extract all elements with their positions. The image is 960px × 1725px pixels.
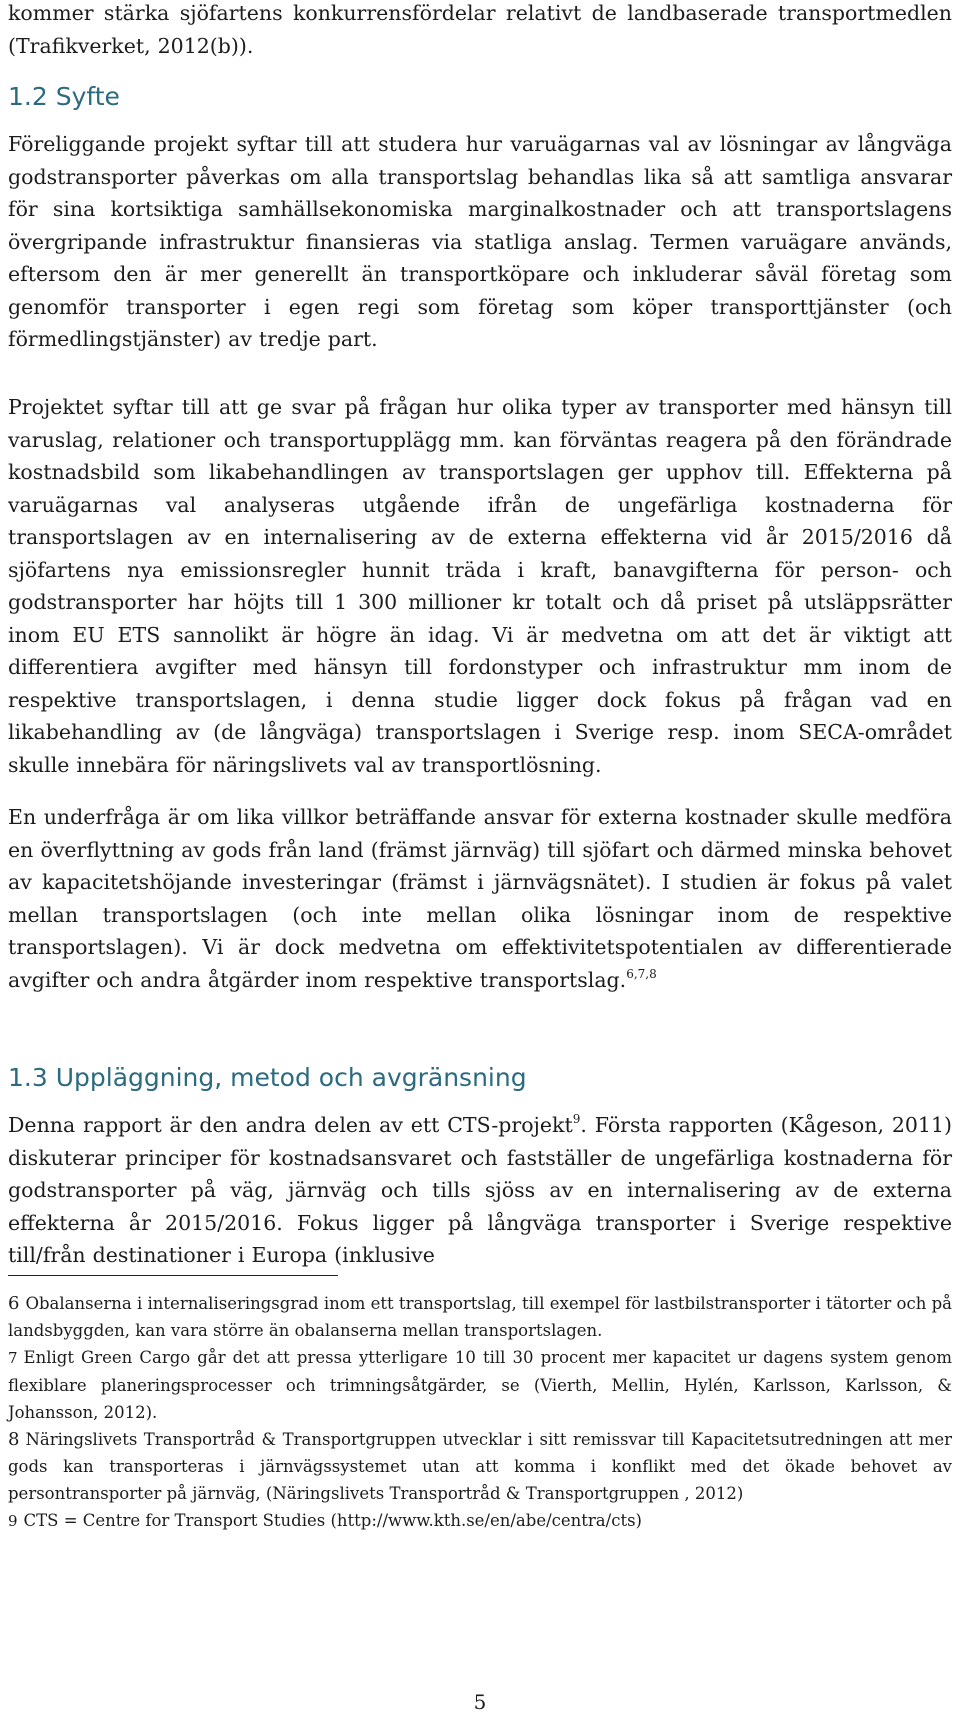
- footnote-number: 8: [8, 1429, 20, 1450]
- paragraph-text: . Första rapporten (Kågeson, 2011) diskuterar principer för kostnadsansvaret och fastställer de ungefärliga kostnaderna för godstransporter på väg, järnväg och tills sjöss av en internalisering av de externa effekterna år 2015/2016. Fokus ligger på långväga transporter i Sverige respektive till/från destinationer i Europa (inklusive: [8, 1113, 953, 1267]
- intro-paragraph: [8, 0, 952, 62]
- paragraph-text: En underfråga är om lika villkor beträffande ansvar för externa kostnader skulle medföra en överflyttning av gods från land (främst järnväg) till sjöfart och därmed minska behovet av kapacitetshöjande investeringar (främst i järnvägsnätet). I studien är fokus på valet mellan transportslagen (och inte mellan olika lösningar inom de respektive transportslagen). Vi är dock medvetna om effektivitetspotentialen av differentierade avgifter och andra åtgärder inom respektive transportslag.: [8, 805, 952, 992]
- footnote-number: 7: [8, 1349, 18, 1367]
- syfte-paragraph-1: [8, 128, 952, 356]
- upplaggning-paragraph-1: [8, 1109, 952, 1272]
- paragraph-with-footnote-ref: [8, 1109, 952, 1272]
- paragraph-text: Projektet syftar till att ge svar på frågan hur olika typer av transporter med hänsyn till varuslag, relationer och transportupplägg mm. kan förväntas reagera på den förändrade kostnadsbild som likabehandlingen av transportslagen ger upphov till. Effekterna på varuägarnas val analyseras utgående ifrån de ungefärliga kostnaderna för transportslagen av en internalisering av de externa effekterna vid år 2015/2016 då sjöfartens nya emissionsregler hunnit träda i kraft, banavgifterna för person- och godstransporter har höjts till 1 300 millioner kr totalt och då priset på utsläppsrätter inom EU ETS sannolikt är högre än idag. Vi är medvetna om att det är viktigt att differentiera avgifter med hänsyn till fordonstyper och infrastruktur mm inom de respektive transportslagen, i denna studie ligger dock fokus på frågan vad en likabehandling av (de långväga) transportslagen i Sverige resp. inom SECA-området skulle innebära för näringslivets val av transportlösning.: [8, 395, 952, 777]
- syfte-paragraph-2: [8, 391, 952, 781]
- footnote-6: [8, 1290, 952, 1344]
- footnote-text: CTS = Centre for Transport Studies (http://www.kth.se/en/abe/centra/cts): [23, 1511, 642, 1530]
- footnote-7: [8, 1344, 952, 1426]
- footnote-separator: [8, 1275, 338, 1276]
- footnotes: [8, 1290, 952, 1535]
- footnote-number: 6: [8, 1293, 20, 1314]
- page-number: 5: [473, 1690, 487, 1714]
- paragraph-with-footnote-ref: [8, 801, 952, 996]
- footnote-text: Näringslivets Transportråd & Transportgruppen utvecklar i sitt remissvar till Kapacitetsutredningen att mer gods kan transporteras i järnvägssystemet utan att komma i konflikt med det ökade behovet av persontransporter på järnväg, (Näringslivets Transportråd & Transportgruppen , 2012): [8, 1430, 952, 1503]
- paragraph-text: Föreliggande projekt syftar till att studera hur varuägarnas val av lösningar av långväga godstransporter påverkas om alla transportslag behandlas lika så att samtliga ansvarar för sina kortsiktiga samhällsekonomiska marginalkostnader och att transportslagens övergripande infrastruktur finansieras via statliga anslag. Termen varuägare används, eftersom den är mer generellt än transportköpare och inkluderar såväl företag som genomför transporter i egen regi som företag som köper transporttjänster (och förmedlingstjänster) av tredje part.: [8, 132, 952, 351]
- footnote-reference: 9: [572, 1112, 581, 1126]
- footnote-reference: 6,7,8: [626, 966, 657, 981]
- section-heading-syfte: 1.2 Syfte: [8, 82, 120, 111]
- footnote-number: 9: [8, 1512, 18, 1530]
- intro-text: kommer stärka sjöfartens konkurrensfördelar relativt de landbaserade transportmedlen (Trafikverket, 2012(b)).: [8, 1, 952, 58]
- footnote-text: Obalanserna i internaliseringsgrad inom ett transportslag, till exempel för lastbilstransporter i tätorter och på landsbyggden, kan vara större än obalanserna mellan transportslagen.: [8, 1294, 952, 1340]
- footnote-8: [8, 1426, 952, 1507]
- paragraph-text: Denna rapport är den andra delen av ett CTS-projekt: [8, 1113, 573, 1137]
- footnote-9: [8, 1507, 952, 1535]
- section-heading-upplaggning: 1.3 Uppläggning, metod och avgränsning: [8, 1063, 527, 1092]
- syfte-paragraph-3: [8, 801, 952, 996]
- footnote-text: Enligt Green Cargo går det att pressa ytterligare 10 till 30 procent mer kapacitet ur dagens system genom flexiblare planeringsprocesser och trimningsåtgärder, se (Vierth, Mellin, Hylén, Karlsson, Karlsson, & Johansson, 2012).: [8, 1348, 952, 1422]
